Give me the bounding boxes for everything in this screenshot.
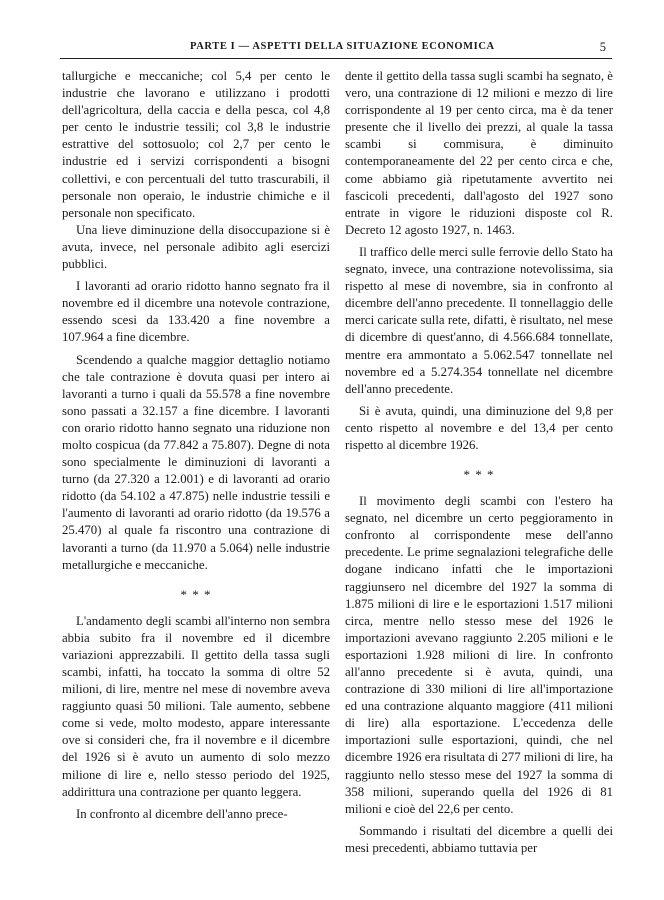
paragraph: dente il gettito della tassa sugli scambi ha segnato, è vero, una contrazione di 12 milioni e mezzo di lire corrispondente al 19 per cento circa, ma è da tener presente che il livello dei prezzi, al quale la tassa scambi si commisura, è diminuito contemporaneamente del 22 per cento circa e che, come abbiamo già ripetutamente avvertito nei fascicoli precedenti, dall'agosto del 1927 sono entrate in vigore le riduzioni disposte col R. Decreto 12 agosto 1927, n. 1463.: [345, 69, 613, 237]
paragraph: In confronto al dicembre dell'anno prece-: [76, 806, 288, 821]
paragraph: Il movimento degli scambi con l'estero ha segnato, nel dicembre un certo peggioramento in confronto al corrispondente mese dell'anno precedente. Le prime segnalazioni telegrafiche delle dogane indicano infatti che le importazioni raggiunsero nel dicembre del 1927 la somma di 1.875 milioni di lire e le esportazioni 1.517 milioni circa, mentre nello stesso mese del 1926 le importazioni avevano raggiunto 2.205 milioni e le esportazioni 1.928 milioni di lire. In confronto all'anno precedente si è avuta, quindi, una contrazione di 330 milioni di lire all'importazione ed una contrazione alquanto maggiore (411 milioni di lire) alla esportazione. L'eccedenza delle importazioni sulle esportazioni, quindi, che nel dicembre 1926 era risultata di 277 milioni di lire, ha raggiunto nello stesso mese del 1927 la somma di 358 milioni, superando quella del 1926 di 81 milioni e cioè del 22,6 per cento.: [345, 494, 613, 816]
paragraph: Scendendo a qualche maggior dettaglio notiamo che tale contrazione è dovuta quasi per intero ai lavoranti a turno i quali da 55.578 a fine novembre sono passati a 32.157 a fine dicembre. I lavoranti con orario ridotto hanno segnato una riduzione non molto cospicua (da 77.842 a 75.807). Degne di nota sono specialmente le diminuzioni di lavoranti a turno (da 27.320 a 12.001) e di lavoranti ad orario ridotto (da 54.102 a 47.875) nelle industrie tessili e l'aumento di lavoranti ad orario ridotto (da 19.576 a 25.470) al quale fa riscontro una contrazione di lavoranti a turno (da 11.970 a 5.064) nelle industrie metallurgiche e meccaniche.: [62, 352, 330, 572]
asterism-separator: * * *: [180, 586, 212, 602]
paragraph: Il traffico delle merci sulle ferrovie dello Stato ha segnato, invece, una contrazione notevolissima, sia rispetto al mese di novembre, sia in confronto al dicembre dell'anno precedente. Il tonnellaggio delle merci caricate sulla rete, difatti, è risultato, nel mese di dicembre di quest'anno, di 4.566.684 tonnellate, mentre era ammontato a 5.062.547 tonnellate nel novembre ed a 5.274.354 tonnellate nel dicembre dell'anno precedente.: [345, 244, 613, 396]
paragraph: Si è avuta, quindi, una diminuzione del 9,8 per cento rispetto al novembre e del 13,4 per cento rispetto al dicembre 1926.: [345, 403, 613, 452]
paragraph: tallurgiche e meccaniche; col 5,4 per cento le industrie che lavorano e utilizzano i prodotti dell'agricoltura, della caccia e della pesca, col 4,8 per cento le industrie tessili; col 3,8 le industrie estrattive del sottosuolo; col 2,7 per cento le industrie ed i servizi corrispondenti a bisogni collettivi, e con percentuali del tutto trascurabili, il personale non operaio, le industrie chimiche e il personale non specificato.: [62, 69, 330, 220]
paragraph: Una lieve diminuzione della disoccupazione si è avuta, invece, nel personale adibito agli esercizi pubblici.: [62, 222, 330, 272]
header-title: PARTE I — ASPETTI DELLA SITUAZIONE ECONOMICA: [190, 41, 495, 52]
left-column: [62, 68, 330, 883]
paragraph: Sommando i risultati del dicembre a quelli dei mesi precedenti, abbiamo tuttavia per: [345, 823, 613, 855]
page-number: 5: [599, 40, 606, 54]
paragraph: I lavoranti ad orario ridotto hanno segnato fra il novembre ed il dicembre una notevole contrazione, essendo scesi da 133.420 a fine novembre a 107.964 a fine dicembre.: [62, 279, 330, 345]
running-header: [60, 38, 612, 59]
paragraph: L'andamento degli scambi all'interno non sembra abbia subito fra il novembre ed il dicembre variazioni apprezzabili. Il gettito della tassa sugli scambi, infatti, ha toccato la somma di oltre 52 milioni, di lire, mentre nel mese di novembre aveva raggiunto quasi 50 milioni. Tale aumento, sebbene come si vede, molto modesto, appare interessante ove si consideri che, fra il novembre e il dicembre del 1926 si è avuto un aumento di solo mezzo milione di lire e, nello stesso periodo del 1925, addirittura una contrazione per quanto leggera.: [62, 613, 330, 799]
right-column: [345, 68, 613, 883]
asterism-separator: * * *: [463, 467, 495, 483]
